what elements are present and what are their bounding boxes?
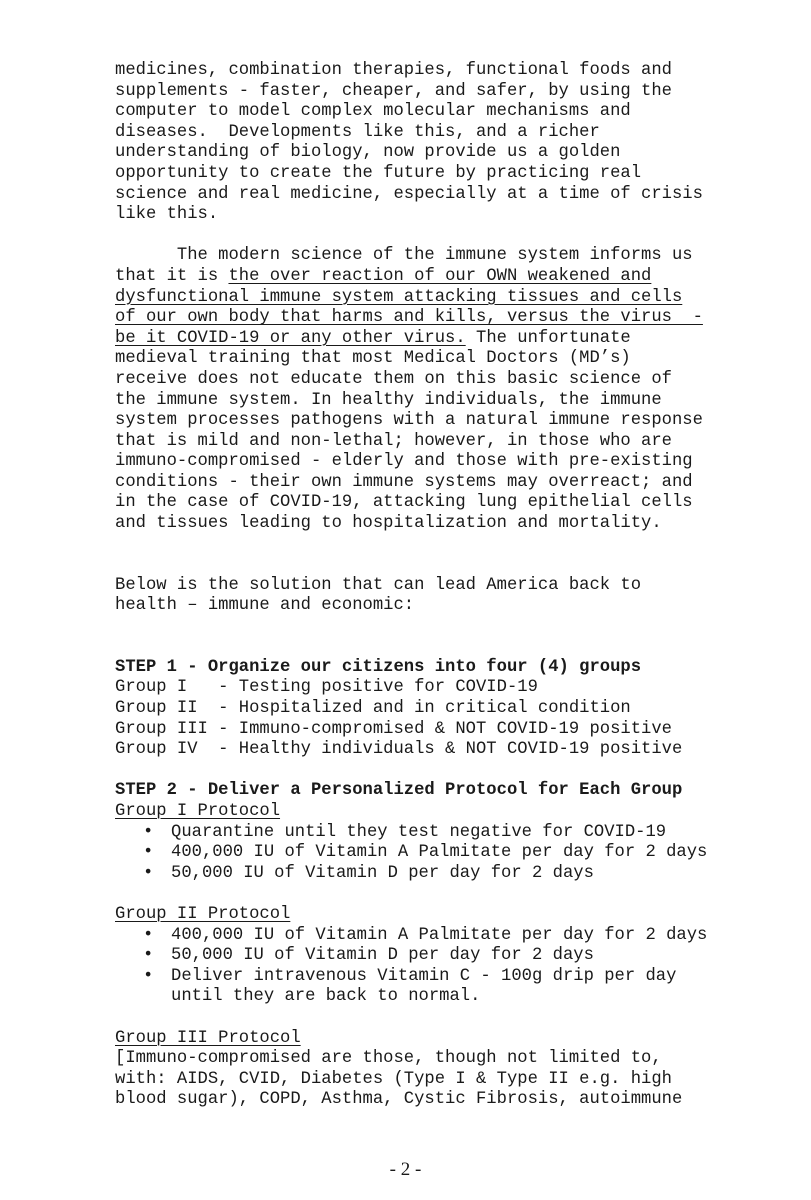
paragraph-line: receive does not educate them on this basic science of (115, 369, 672, 389)
protocol-item: • Quarantine until they test negative for COVID-19 (115, 823, 765, 844)
paragraph-line: system processes pathogens with a natural immune response (115, 411, 703, 431)
step-2-section (115, 781, 765, 1111)
paragraph-line: health – immune and economic: (115, 596, 415, 616)
paragraph-line: conditions - their own immune systems may overreact; and (115, 472, 693, 492)
paragraph-line: opportunity to create the future by practicing real (115, 163, 642, 183)
paragraph-text: that it is (115, 266, 229, 286)
group-definition: Group I - Testing positive for COVID-19 (115, 678, 538, 698)
protocol-item: • 400,000 IU of Vitamin A Palmitate per day for 2 days (115, 843, 765, 864)
paragraph-line: in the case of COVID-19, attacking lung epithelial cells (115, 493, 693, 513)
underlined-line: of our own body that harms and kills, versus the virus - (115, 308, 703, 328)
paragraph-line: medicines, combination therapies, functional foods and (115, 61, 672, 80)
paragraph-line (115, 329, 765, 350)
paragraph-line: blood sugar), COPD, Asthma, Cystic Fibrosis, autoimmune (115, 1090, 683, 1110)
paragraph-2 (115, 246, 765, 534)
group-2-protocol-list (115, 926, 765, 1008)
step-1-heading: STEP 1 - Organize our citizens into four (4) groups (115, 657, 642, 677)
paragraph-line: with: AIDS, CVID, Diabetes (Type I & Type II e.g. high (115, 1069, 672, 1089)
document-page (115, 61, 765, 1111)
group-definition: Group III - Immuno-compromised & NOT COVID-19 positive (115, 719, 672, 739)
paragraph-line: and tissues leading to hospitalization and mortality. (115, 514, 662, 534)
paragraph-text: The unfortunate (465, 328, 631, 348)
paragraph-line: that is mild and non-lethal; however, in those who are (115, 431, 672, 451)
underlined-text: the over reaction of our OWN weakened and (228, 266, 652, 286)
paragraph-line: Below is the solution that can lead America back to (115, 575, 642, 595)
group-definition: Group IV - Healthy individuals & NOT COVID-19 positive (115, 740, 683, 760)
paragraph-line: science and real medicine, especially at a time of crisis (115, 184, 703, 204)
paragraph-line: [Immuno-compromised are those, though not limited to, (115, 1049, 662, 1069)
paragraph-line: supplements - faster, cheaper, and safer, by using the (115, 81, 672, 101)
group-1-protocol-title: Group I Protocol (115, 802, 281, 821)
step-2-heading: STEP 2 - Deliver a Personalized Protocol for Each Group (115, 781, 683, 801)
group-2-protocol-title: Group II Protocol (115, 904, 291, 924)
paragraph-line: computer to model complex molecular mechanisms and (115, 102, 631, 122)
protocol-item: • 400,000 IU of Vitamin A Palmitate per day for 2 days (115, 926, 765, 947)
solution-intro (115, 576, 765, 617)
paragraph-line: like this. (115, 205, 219, 225)
page-number: - 2 - (389, 1159, 422, 1180)
step-1-section (115, 658, 765, 761)
paragraph-line (115, 246, 765, 267)
group-1-protocol-list (115, 823, 765, 885)
underlined-text: be it COVID-19 or any other virus. (115, 328, 466, 348)
paragraph-1 (115, 61, 765, 226)
underlined-line: dysfunctional immune system attacking tissues and cells (115, 287, 683, 307)
paragraph-text: The modern science of the immune system informs us (176, 246, 693, 266)
paragraph-line: understanding of biology, now provide us a golden (115, 143, 621, 163)
paragraph-line (115, 267, 765, 288)
group-definition: Group II - Hospitalized and in critical condition (115, 699, 631, 719)
paragraph-line: immuno-compromised - elderly and those with pre-existing (115, 452, 693, 472)
paragraph-line: medieval training that most Medical Doctors (MD’s) (115, 349, 631, 369)
paragraph-line: the immune system. In healthy individuals, the immune (115, 390, 662, 410)
group-3-protocol-title: Group III Protocol (115, 1028, 301, 1048)
protocol-item: • 50,000 IU of Vitamin D per day for 2 days (115, 864, 765, 885)
protocol-item: • 50,000 IU of Vitamin D per day for 2 days (115, 946, 765, 967)
protocol-item: • Deliver intravenous Vitamin C - 100g drip per day until they are back to normal. (115, 967, 765, 1008)
paragraph-line: diseases. Developments like this, and a richer (115, 122, 600, 142)
